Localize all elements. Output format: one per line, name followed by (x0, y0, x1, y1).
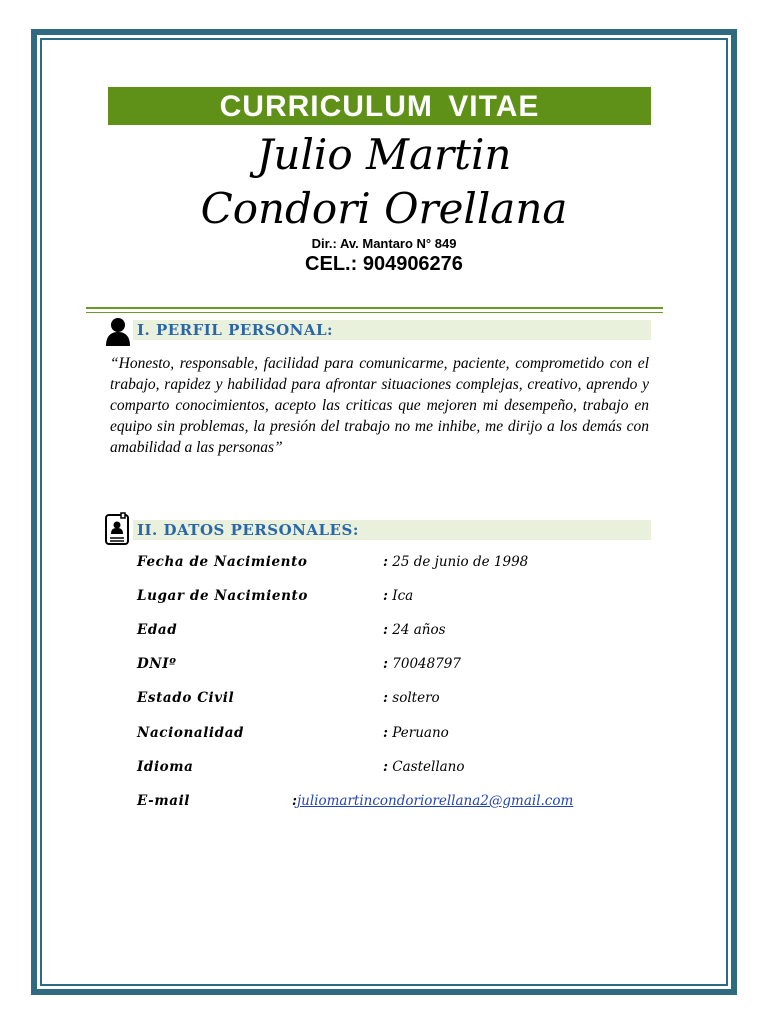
data-row-birthplace (137, 588, 657, 610)
person-icon (104, 316, 132, 350)
name-last: Condori Orellana (200, 184, 568, 233)
row-label: Fecha de Nacimiento (137, 554, 308, 570)
row-label: DNIº (137, 656, 177, 672)
data-row-nationality (137, 725, 657, 747)
cv-title: CURRICULUM VITAE (108, 87, 651, 125)
row-value: : Ica (383, 588, 414, 604)
name-first: Julio Martin (256, 130, 512, 179)
row-value: : Castellano (383, 759, 465, 775)
phone: CEL.: 904906276 (305, 253, 463, 275)
row-label: E-mail (137, 793, 191, 809)
page-border-inner (40, 38, 728, 986)
email-link[interactable]: juliomartincondoriorellana2@gmail.com (296, 793, 574, 809)
row-label: Lugar de Nacimiento (137, 588, 308, 604)
data-row-dni (137, 656, 657, 678)
section-title-personal: II. DATOS PERSONALES: (133, 520, 651, 540)
divider-thick (86, 307, 663, 309)
row-value: : 24 años (383, 622, 446, 638)
data-row-language (137, 759, 657, 781)
row-value: : soltero (383, 690, 440, 706)
profile-text: “Honesto, responsable, facilidad para comunicarme, paciente, comprometido con el trabajo, rapidez y habilidad para afrontar situaciones complejas, creativo, aprendo y comparto conocimientos, acepto las criticas que mejoren mi desempeño, trabajo en equipo sin problemas, la presión del trabajo no me inhibe, me dirijo a los demás con amabilidad a las personas” (110, 355, 649, 456)
row-label: Idioma (137, 759, 194, 775)
row-label: Estado Civil (137, 690, 235, 706)
data-row-birthdate (137, 554, 657, 576)
data-row-age (137, 622, 657, 644)
row-value: : 70048797 (383, 656, 461, 672)
row-value: : 25 de junio de 1998 (383, 554, 529, 570)
data-row-email (137, 793, 657, 815)
row-value: :juliomartincondoriorellana2@gmail.com (292, 793, 574, 809)
address: Dir.: Av. Mantaro N° 849 (311, 236, 457, 251)
row-value: : Peruano (383, 725, 449, 741)
divider-thin (86, 312, 663, 313)
row-label: Nacionalidad (137, 725, 245, 741)
section-title-profile: I. PERFIL PERSONAL: (133, 320, 651, 340)
id-card-icon (104, 512, 132, 550)
row-label: Edad (137, 622, 178, 638)
data-row-civil-status (137, 690, 657, 712)
